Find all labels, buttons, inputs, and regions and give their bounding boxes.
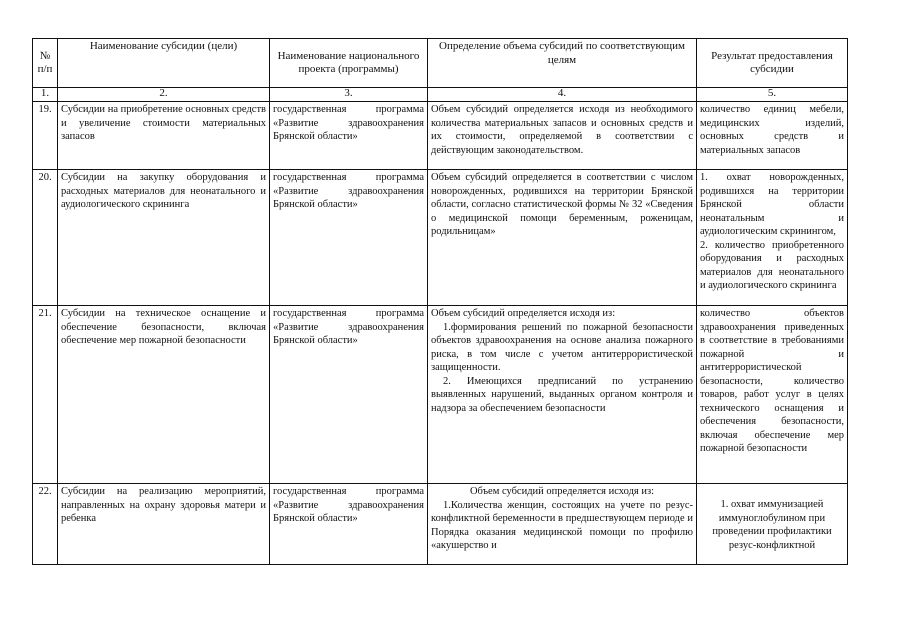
definition-text: 2. Имеющихся предписаний по устранению выявленных нарушений, выданных органом контроля и надзора за обеспечением безопасности bbox=[431, 375, 693, 414]
program-name: государственная программа «Развитие здравоохранения Брянской области» bbox=[270, 102, 428, 170]
table-row bbox=[33, 102, 848, 170]
row-number: 19. bbox=[33, 102, 58, 170]
header-definition: Определение объема субсидий по соответствующим целям bbox=[428, 39, 697, 88]
result-text: 1. охват иммунизацией иммуноглобулином при проведении профилактики резус-конфликтной bbox=[712, 499, 832, 551]
definition-text: Объем субсидий определяется в соответствии с числом новорожденных, родившихся на территории Брянской области, согласно статистической формы № 32 «Сведения о медицинской помощи беременным, роженицам, родильницам» bbox=[431, 172, 693, 237]
header-number: № п/п bbox=[33, 39, 58, 88]
program-name: государственная программа «Развитие здравоохранения Брянской области» bbox=[270, 306, 428, 484]
definition-text: 1.Количества женщин, состоящих на учете по резус-конфликтной беременности в предшествующем периоде и Порядка оказания медицинской помощи по профилю «акушерство и bbox=[431, 499, 693, 551]
column-number: 1. bbox=[33, 88, 58, 102]
result-text: количество объектов здравоохранения приведенных в соответствие в требованиями пожарной и антитеррористической безопасности, количество товаров, работ услуг в целях технического оснащения и обеспечения безопасности, включая обеспечение мер пожарной безопасности bbox=[700, 308, 844, 454]
definition-text: 1.формирования решений по пожарной безопасности объектов здравоохранения на основе анализа пожарного риска, в том числе с учетом антитеррористической защищенности. bbox=[431, 321, 693, 373]
definition-cell bbox=[428, 102, 697, 170]
program-name: государственная программа «Развитие здравоохранения Брянской области» bbox=[270, 170, 428, 306]
column-number: 5. bbox=[697, 88, 848, 102]
column-number: 3. bbox=[270, 88, 428, 102]
definition-cell bbox=[428, 484, 697, 565]
header-result: Результат предоставления субсидии bbox=[697, 39, 848, 88]
table-row bbox=[33, 484, 848, 565]
subsidy-name: Субсидии на приобретение основных средств и увеличение стоимости материальных запасов bbox=[58, 102, 270, 170]
subsidies-table bbox=[32, 38, 848, 565]
subsidy-name: Субсидии на закупку оборудования и расходных материалов для неонатального и аудиологического скрининга bbox=[58, 170, 270, 306]
table-row bbox=[33, 306, 848, 484]
column-number-row bbox=[33, 88, 848, 102]
result-text bbox=[700, 485, 844, 498]
definition-text: Объем субсидий определяется исходя из необходимого количества материальных запасов и основных средств и их стоимости, определяемой в соответствии с действующим законодательством. bbox=[431, 104, 693, 156]
definition-text: Объем субсидий определяется исходя из: bbox=[431, 308, 616, 319]
definition-text: Объем субсидий определяется исходя из: bbox=[469, 486, 655, 497]
result-cell bbox=[697, 484, 848, 565]
header-project-name: Наименование национального проекта (программы) bbox=[270, 39, 428, 88]
result-text: 1. охват новорожденных, родившихся на территории Брянской области неонатальным и аудиологическим скринингом, bbox=[700, 172, 844, 237]
definition-cell bbox=[428, 306, 697, 484]
column-number: 4. bbox=[428, 88, 697, 102]
result-cell bbox=[697, 170, 848, 306]
column-number: 2. bbox=[58, 88, 270, 102]
result-cell bbox=[697, 306, 848, 484]
row-number: 21. bbox=[33, 306, 58, 484]
program-name: государственная программа «Развитие здравоохранения Брянской области» bbox=[270, 484, 428, 565]
row-number: 20. bbox=[33, 170, 58, 306]
subsidy-name: Субсидии на техническое оснащение и обеспечение безопасности, включая обеспечение мер пожарной безопасности bbox=[58, 306, 270, 484]
definition-cell bbox=[428, 170, 697, 306]
header-subsidy-name: Наименование субсидии (цели) bbox=[58, 39, 270, 88]
result-text: 2. количество приобретенного оборудования и расходных материалов для неонатального и аудиологического скрининга bbox=[700, 239, 844, 291]
table-row bbox=[33, 170, 848, 306]
table-header-row bbox=[33, 39, 848, 88]
subsidy-name: Субсидии на реализацию мероприятий, направленных на охрану здоровья матери и ребенка bbox=[58, 484, 270, 565]
result-text: количество единиц мебели, медицинских изделий, основных средств и материальных запасов bbox=[700, 104, 844, 156]
result-cell bbox=[697, 102, 848, 170]
row-number: 22. bbox=[33, 484, 58, 565]
